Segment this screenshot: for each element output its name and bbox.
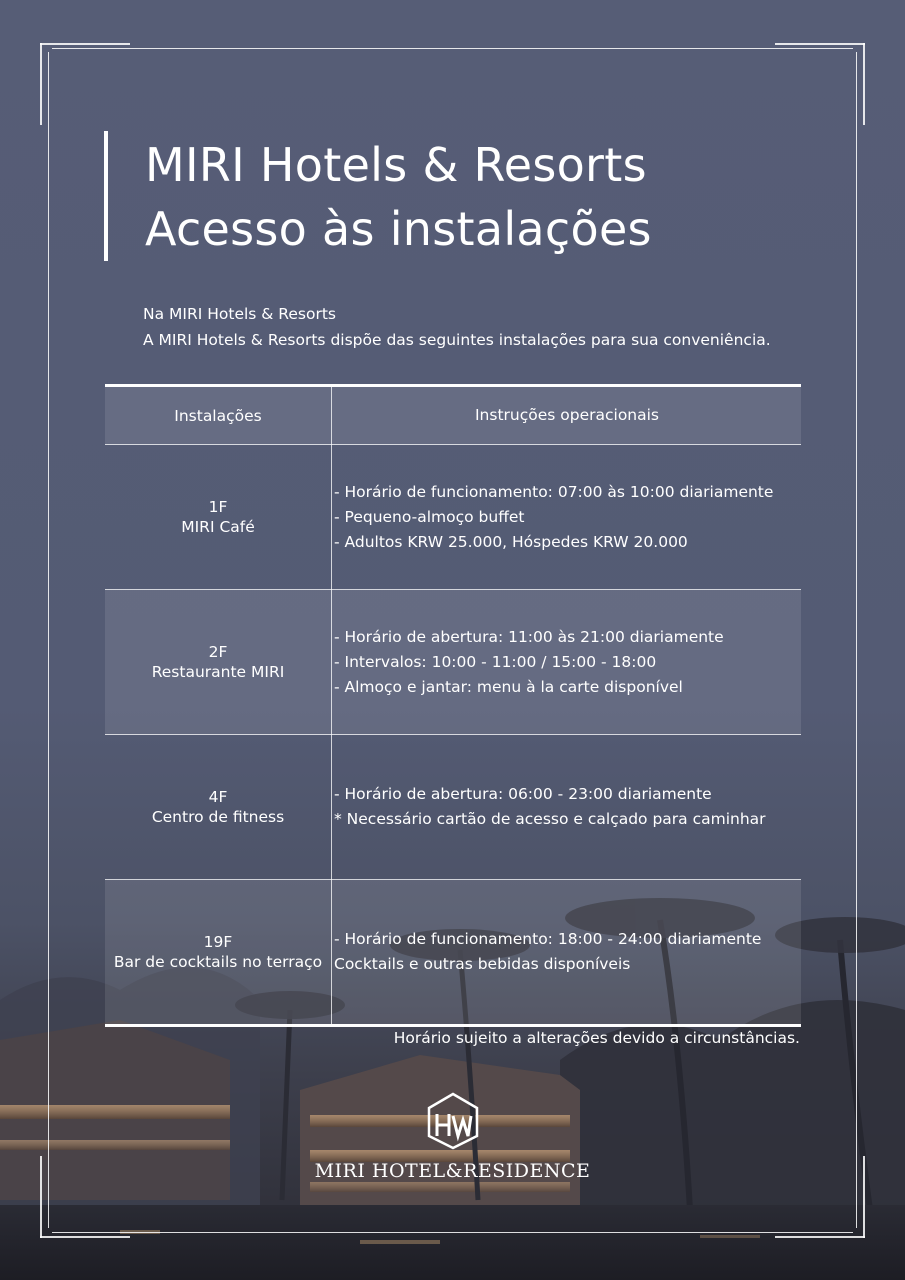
- instruction-line: - Pequeno-almoço buffet: [334, 507, 525, 526]
- facility-cell: [105, 735, 332, 880]
- instructions-cell: [332, 445, 802, 590]
- facility-cell: [105, 590, 332, 735]
- facility-cell: [105, 880, 332, 1026]
- instruction-line: * Necessário cartão de acesso e calçado para caminhar: [334, 810, 766, 828]
- instruction-line: Cocktails e outras bebidas disponíveis: [334, 955, 631, 973]
- table-row: [105, 735, 801, 880]
- instructions-cell: [332, 880, 802, 1026]
- facility-cell: [105, 445, 332, 590]
- instruction-line: - Horário de funcionamento: 18:00 - 24:00 diariamente: [334, 930, 762, 948]
- facility-name: Bar de cocktails no terraço: [113, 953, 323, 971]
- instruction-line: - Adultos KRW 25.000, Hóspedes KRW 20.000: [334, 532, 688, 551]
- intro-line: A MIRI Hotels & Resorts dispõe das seguintes instalações para sua conveniência.: [143, 331, 771, 349]
- title-line: MIRI Hotels & Resorts: [145, 138, 647, 192]
- instruction-line: - Horário de abertura: 11:00 às 21:00 diariamente: [334, 627, 724, 646]
- facilities-table: [105, 384, 801, 1027]
- table-row: [105, 880, 801, 1026]
- instructions-cell: [332, 590, 802, 735]
- table-row: [105, 445, 801, 590]
- instruction-line: - Intervalos: 10:00 - 11:00 / 15:00 - 18:00: [334, 652, 657, 671]
- facility-floor: 19F: [203, 933, 233, 951]
- title-accent-bar: [104, 131, 108, 261]
- brand-name: MIRI HOTEL&RESIDENCE: [314, 1160, 591, 1182]
- title-line: Acesso às instalações: [145, 202, 652, 256]
- page-title: [145, 133, 652, 261]
- intro-line: Na MIRI Hotels & Resorts: [143, 305, 337, 323]
- facility-name: Centro de fitness: [151, 808, 285, 826]
- facility-floor: 1F: [208, 498, 228, 516]
- facility-name: MIRI Café: [181, 518, 255, 536]
- table-row: [105, 590, 801, 735]
- column-header-facilities: Instalações: [105, 386, 332, 445]
- instructions-cell: [332, 735, 802, 880]
- facility-name: Restaurante MIRI: [151, 663, 285, 681]
- hw-house-logo-icon: [427, 1092, 479, 1150]
- schedule-note: Horário sujeito a alterações devido a circunstâncias.: [393, 1029, 800, 1047]
- instruction-line: - Horário de abertura: 06:00 - 23:00 diariamente: [334, 785, 712, 803]
- footer-logo: [0, 1092, 905, 1182]
- intro-text: [143, 301, 771, 353]
- instruction-line: - Horário de funcionamento: 07:00 às 10:00 diariamente: [334, 482, 774, 501]
- facility-floor: 2F: [208, 643, 228, 661]
- facility-floor: 4F: [208, 788, 228, 806]
- instruction-line: - Almoço e jantar: menu à la carte disponível: [334, 677, 683, 696]
- column-header-instructions: Instruções operacionais: [332, 386, 802, 445]
- table-header-row: [105, 386, 801, 445]
